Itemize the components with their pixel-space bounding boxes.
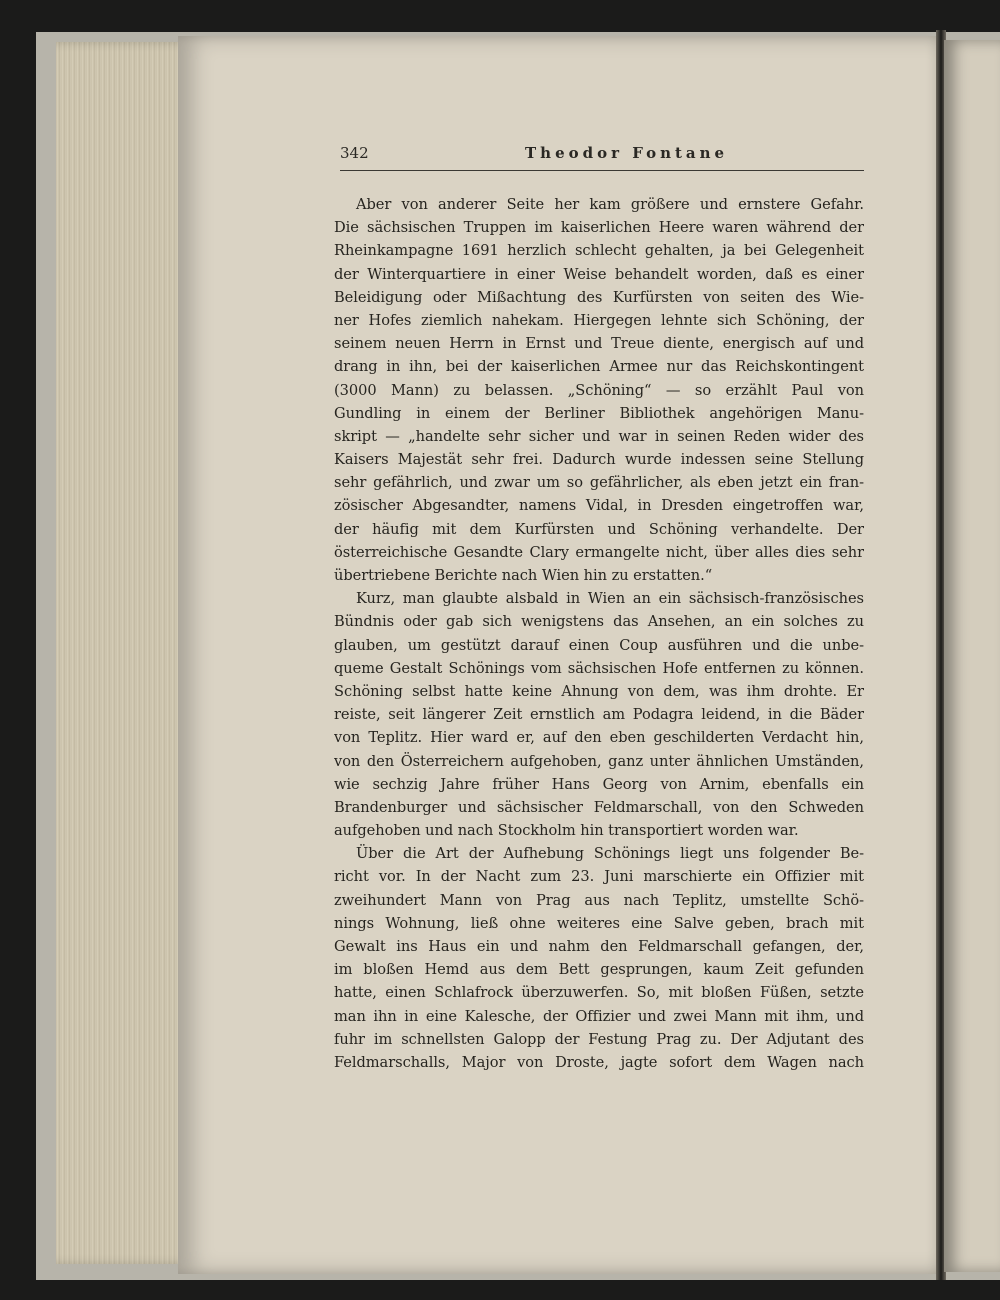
text-line: von den Österreichern aufgehoben, ganz unter ähnlichen Umständen,	[334, 752, 864, 770]
text-line: Brandenburger und sächsischer Feldmarschall, von den Schweden	[334, 798, 864, 816]
text-line: sehr gefährlich, und zwar um so gefährlicher, als eben jetzt ein fran-	[334, 474, 864, 492]
text-line: glauben, um gestützt darauf einen Coup ausführen und die unbe-	[334, 636, 864, 654]
text-line: von Teplitz. Hier ward er, auf den eben geschilderten Verdacht hin,	[334, 729, 864, 747]
text-line: drang in ihn, bei der kaiserlichen Armee nur das Reichskontingent	[334, 358, 864, 376]
text-line: Bündnis oder gab sich wenigstens das Ansehen, an ein solches zu	[334, 613, 864, 631]
text-line: wie sechzig Jahre früher Hans Georg von Arnim, ebenfalls ein	[334, 775, 864, 793]
text-line: reiste, seit längerer Zeit ernstlich am Podagra leidend, in die Bäder	[334, 706, 864, 724]
text-line: Beleidigung oder Mißachtung des Kurfürsten von seiten des Wie-	[334, 288, 864, 306]
paragraph-2	[334, 587, 864, 842]
text-line: Kaisers Majestät sehr frei. Dadurch wurde indessen seine Stellung	[334, 451, 864, 469]
text-line: (3000 Mann) zu belassen. „Schöning“ — so erzählt Paul von	[334, 381, 864, 399]
paragraph-3	[334, 842, 864, 1074]
text-line: der häufig mit dem Kurfürsten und Schöning verhandelte. Der	[334, 520, 864, 538]
text-line: Schöning selbst hatte keine Ahnung von dem, was ihm drohte. Er	[334, 682, 864, 700]
text-line: im bloßen Hemd aus dem Bett gesprungen, kaum Zeit gefunden	[334, 961, 864, 979]
text-line: queme Gestalt Schönings vom sächsischen Hofe entfernen zu können.	[334, 659, 864, 677]
page-header	[340, 140, 864, 171]
text-line: übertriebene Berichte nach Wien hin zu erstatten.“	[334, 567, 713, 584]
text-line: hatte, einen Schlafrock überzuwerfen. So, mit bloßen Füßen, setzte	[334, 984, 864, 1002]
running-title: Theodor Fontane	[525, 144, 729, 162]
text-line: zösischer Abgesandter, namens Vidal, in Dresden eingetroffen war,	[334, 497, 864, 515]
text-line: richt vor. In der Nacht zum 23. Juni marschierte ein Offizier mit	[334, 868, 864, 886]
text-line: Gundling in einem der Berliner Bibliothek angehörigen Manu-	[334, 404, 864, 422]
text-line: Die sächsischen Truppen im kaiserlichen Heere waren während der	[334, 219, 864, 237]
text-line: zweihundert Mann von Prag aus nach Teplitz, umstellte Schö-	[334, 891, 864, 909]
text-line: Gewalt ins Haus ein und nahm den Feldmarschall gefangen, der,	[334, 938, 864, 955]
text-line: Feldmarschalls, Major von Droste, jagte sofort dem Wagen nach	[334, 1053, 864, 1071]
text-line: man ihn in eine Kalesche, der Offizier und zwei Mann mit ihm, und	[334, 1007, 864, 1025]
page-number: 342	[340, 144, 369, 162]
text-line: Über die Art der Aufhebung Schönings liegt uns folgender Be-	[356, 845, 864, 863]
text-line: österreichische Gesandte Clary ermangelte nicht, über alles dies sehr	[334, 543, 864, 561]
body-text	[334, 193, 864, 1074]
text-line: ner Hofes ziemlich nahekam. Hiergegen lehnte sich Schöning, der	[334, 311, 864, 329]
text-line: Aber von anderer Seite her kam größere und ernstere Gefahr.	[356, 196, 864, 213]
text-line: Kurz, man glaubte alsbald in Wien an ein sächsisch-französisches	[356, 590, 864, 608]
text-line: Rheinkampagne 1691 herzlich schlecht gehalten, ja bei Gelegenheit	[334, 242, 864, 260]
paragraph-1	[334, 193, 864, 587]
page-edges	[56, 42, 196, 1264]
text-line: der Winterquartiere in einer Weise behandelt worden, daß es einer	[334, 265, 864, 283]
text-line: skript — „handelte sehr sicher und war in seinen Reden wider des	[334, 427, 864, 445]
text-line: nings Wohnung, ließ ohne weiteres eine Salve geben, brach mit	[334, 914, 864, 932]
text-line: seinem neuen Herrn in Ernst und Treue diente, energisch auf und	[334, 335, 864, 353]
text-line: fuhr im schnellsten Galopp der Festung Prag zu. Der Adjutant des	[334, 1030, 864, 1048]
facing-page-edge	[944, 40, 1000, 1272]
text-line: aufgehoben und nach Stockholm hin transportiert worden war.	[334, 822, 799, 840]
